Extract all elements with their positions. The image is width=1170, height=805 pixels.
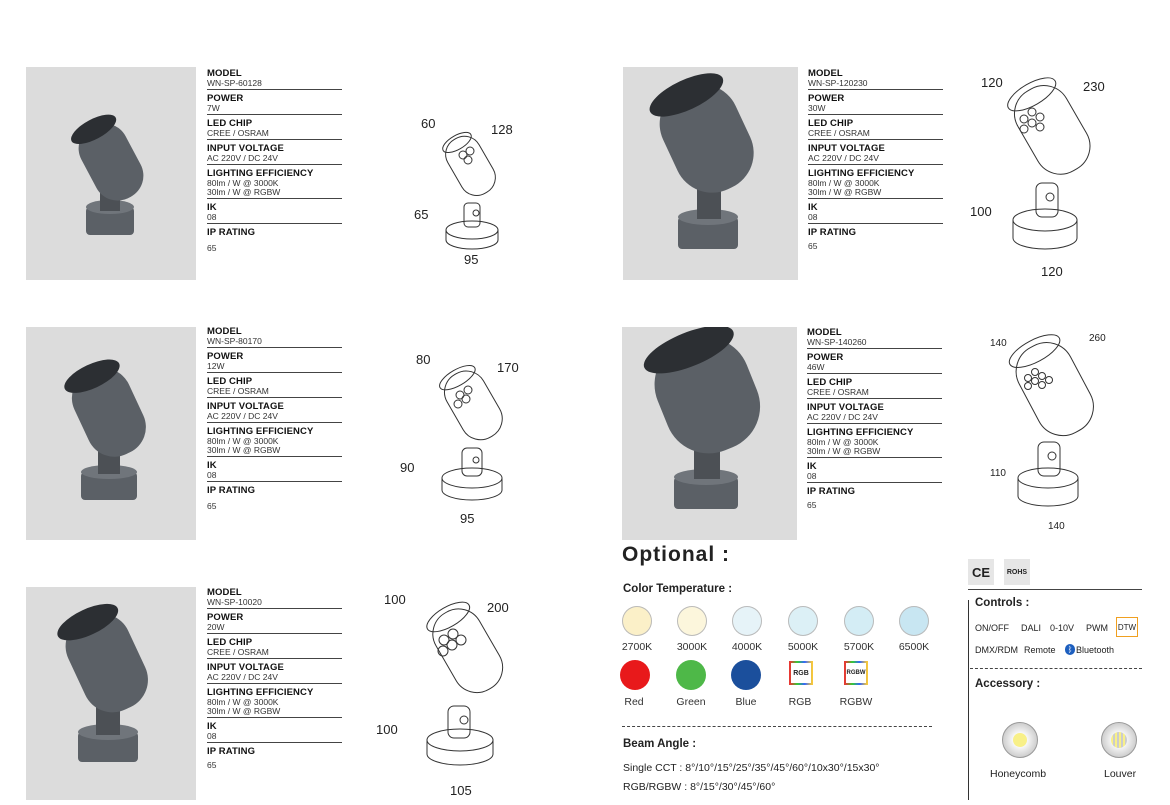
- voltage-label: INPUT VOLTAGE: [807, 402, 884, 413]
- rgb-icon: RGB: [789, 661, 813, 685]
- swatch-5000k: [788, 606, 818, 636]
- power-value: 20W: [207, 622, 225, 632]
- dim-label: 95: [460, 511, 475, 526]
- ik-value: 08: [807, 471, 817, 481]
- swatch-label: RGB: [788, 696, 812, 708]
- dim-label: 90: [400, 460, 415, 475]
- spec-sheet: [207, 588, 342, 775]
- swatch-label: Blue: [735, 696, 757, 708]
- dim-label: 170: [497, 360, 519, 375]
- control-option: DALI: [1021, 623, 1042, 633]
- controls-title: Controls :: [975, 597, 1030, 609]
- product-photo: [26, 327, 196, 540]
- model-value: WN-SP-80170: [207, 336, 262, 346]
- beam-rgb-rgbw: RGB/RGBW : 8°/15°/30°/45°/60°: [623, 781, 776, 793]
- accessory-title: Accessory :: [975, 678, 1041, 690]
- swatch-3000k: [677, 606, 707, 636]
- dimension-drawing: [1008, 330, 1108, 520]
- chip-label: LED CHIP: [207, 637, 253, 648]
- swatch-4000k: [732, 606, 762, 636]
- efficiency-label: LIGHTING EFFICIENCY: [807, 427, 914, 438]
- swatch-6500k: [899, 606, 929, 636]
- swatch-label: 2700K: [621, 641, 653, 653]
- efficiency-value: 80lm / W @ 3000K 30lm / W @ RGBW: [808, 178, 882, 197]
- control-option: ON/OFF: [975, 623, 1009, 633]
- ik-label: IK: [207, 721, 217, 732]
- model-label: MODEL: [808, 68, 843, 79]
- dim-label: 95: [464, 252, 479, 267]
- voltage-label: INPUT VOLTAGE: [207, 401, 284, 412]
- chip-label: LED CHIP: [207, 118, 253, 129]
- power-label: POWER: [808, 93, 845, 104]
- product-photo: [622, 327, 797, 540]
- chip-label: LED CHIP: [207, 376, 253, 387]
- product-photo: [623, 67, 798, 280]
- model-label: MODEL: [207, 326, 242, 337]
- ip-label: IP RATING: [207, 746, 256, 757]
- power-label: POWER: [807, 352, 844, 363]
- power-value: 7W: [207, 103, 220, 113]
- voltage-label: INPUT VOLTAGE: [808, 143, 885, 154]
- chip-value: CREE / OSRAM: [207, 386, 269, 396]
- power-value: 12W: [207, 361, 225, 371]
- chip-value: CREE / OSRAM: [808, 128, 870, 138]
- ce-badge: CE: [968, 559, 994, 585]
- color-temp-title: Color Temperature :: [623, 583, 733, 595]
- ik-label: IK: [207, 202, 217, 213]
- spec-sheet: [207, 69, 342, 258]
- ik-label: IK: [808, 202, 818, 213]
- chip-value: CREE / OSRAM: [207, 128, 269, 138]
- swatch-label: 5700K: [843, 641, 875, 653]
- dimension-drawing: [432, 360, 517, 510]
- power-label: POWER: [207, 612, 244, 623]
- divider: [968, 589, 1142, 590]
- swatch-red: [620, 660, 650, 690]
- voltage-value: AC 220V / DC 24V: [808, 153, 879, 163]
- dimension-drawing: [420, 600, 515, 780]
- louver-icon: [1101, 722, 1137, 758]
- ik-value: 08: [207, 731, 217, 741]
- model-value: WN-SP-10020: [207, 597, 262, 607]
- control-option: Bluetooth: [1076, 645, 1115, 655]
- swatch-label: Red: [624, 696, 644, 708]
- dimension-drawing: [430, 125, 510, 260]
- model-value: WN-SP-60128: [207, 78, 262, 88]
- power-value: 46W: [807, 362, 825, 372]
- ip-value: 65: [807, 500, 817, 510]
- chip-value: CREE / OSRAM: [207, 647, 269, 657]
- dim-label: 260: [1089, 333, 1106, 344]
- swatch-label: 3000K: [676, 641, 708, 653]
- ik-value: 08: [808, 212, 818, 222]
- dim-label: 100: [376, 722, 398, 737]
- control-option: DMX/RDM: [975, 645, 1018, 655]
- dim-label: 128: [491, 122, 513, 137]
- model-value: WN-SP-120230: [808, 78, 868, 88]
- product-photo: [26, 587, 196, 800]
- optional-title: Optional :: [622, 543, 730, 566]
- dimension-drawing: [1000, 75, 1100, 265]
- dim-label: 230: [1083, 79, 1105, 94]
- bluetooth-icon: ᛒ: [1065, 644, 1075, 655]
- rgbw-icon: RGBW: [844, 661, 868, 685]
- power-label: POWER: [207, 93, 244, 104]
- ip-value: 65: [207, 501, 217, 511]
- efficiency-value: 80lm / W @ 3000K 30lm / W @ RGBW: [207, 178, 281, 197]
- dim-label: 80: [416, 352, 431, 367]
- dtw-icon: DTW: [1116, 617, 1138, 637]
- efficiency-value: 80lm / W @ 3000K 30lm / W @ RGBW: [207, 697, 281, 716]
- accessory-label: Honeycomb: [990, 768, 1047, 780]
- power-label: POWER: [207, 351, 244, 362]
- accessory-label: Louver: [1104, 768, 1137, 780]
- model-label: MODEL: [807, 327, 842, 338]
- swatch-blue: [731, 660, 761, 690]
- ik-label: IK: [807, 461, 817, 472]
- ip-value: 65: [207, 760, 217, 770]
- chip-label: LED CHIP: [807, 377, 853, 388]
- swatch-5700k: [844, 606, 874, 636]
- rohs-badge: ROHS: [1004, 559, 1030, 585]
- divider: [622, 726, 932, 727]
- ik-value: 08: [207, 212, 217, 222]
- ip-label: IP RATING: [807, 486, 856, 497]
- voltage-value: AC 220V / DC 24V: [807, 412, 878, 422]
- efficiency-value: 80lm / W @ 3000K 30lm / W @ RGBW: [207, 436, 281, 455]
- dim-label: 110: [990, 468, 1006, 479]
- swatch-label: 5000K: [787, 641, 819, 653]
- dim-label: 120: [1041, 264, 1063, 279]
- swatch-label: Green: [676, 696, 706, 708]
- swatch-label: RGBW: [839, 696, 873, 708]
- voltage-value: AC 220V / DC 24V: [207, 672, 278, 682]
- dim-label: 200: [487, 600, 509, 615]
- product-photo: [26, 67, 196, 280]
- spec-sheet: [207, 327, 342, 516]
- spec-sheet: [807, 328, 942, 515]
- dim-label: 100: [970, 204, 992, 219]
- ip-value: 65: [207, 243, 217, 253]
- control-option: PWM: [1086, 623, 1108, 633]
- chip-label: LED CHIP: [808, 118, 854, 129]
- efficiency-label: LIGHTING EFFICIENCY: [207, 687, 314, 698]
- chip-value: CREE / OSRAM: [807, 387, 869, 397]
- dim-label: 65: [414, 207, 429, 222]
- voltage-label: INPUT VOLTAGE: [207, 662, 284, 673]
- ip-label: IP RATING: [207, 227, 256, 238]
- dim-label: 120: [981, 75, 1003, 90]
- model-label: MODEL: [207, 68, 242, 79]
- model-value: WN-SP-140260: [807, 337, 867, 347]
- power-value: 30W: [808, 103, 826, 113]
- efficiency-label: LIGHTING EFFICIENCY: [207, 168, 314, 179]
- dim-label: 140: [1048, 521, 1065, 532]
- honeycomb-icon: [1002, 722, 1038, 758]
- swatch-label: 4000K: [731, 641, 763, 653]
- efficiency-value: 80lm / W @ 3000K 30lm / W @ RGBW: [807, 437, 881, 456]
- control-option: 0-10V: [1050, 623, 1075, 633]
- ik-label: IK: [207, 460, 217, 471]
- beam-angle-title: Beam Angle :: [623, 738, 697, 750]
- voltage-value: AC 220V / DC 24V: [207, 411, 278, 421]
- vertical-rule: [968, 600, 969, 800]
- beam-single-cct: Single CCT : 8°/10°/15°/25°/35°/45°/60°/10x30°/15x30°: [623, 762, 880, 774]
- efficiency-label: LIGHTING EFFICIENCY: [207, 426, 314, 437]
- model-label: MODEL: [207, 587, 242, 598]
- dim-label: 140: [990, 338, 1007, 349]
- dim-label: 60: [421, 116, 436, 131]
- divider: [970, 668, 1142, 669]
- ip-label: IP RATING: [207, 485, 256, 496]
- dim-label: 100: [384, 592, 406, 607]
- dim-label: 105: [450, 783, 472, 798]
- spec-sheet: [808, 69, 943, 256]
- ik-value: 08: [207, 470, 217, 480]
- efficiency-label: LIGHTING EFFICIENCY: [808, 168, 915, 179]
- voltage-label: INPUT VOLTAGE: [207, 143, 284, 154]
- swatch-green: [676, 660, 706, 690]
- swatch-label: 6500K: [898, 641, 930, 653]
- ip-value: 65: [808, 241, 818, 251]
- voltage-value: AC 220V / DC 24V: [207, 153, 278, 163]
- ip-label: IP RATING: [808, 227, 857, 238]
- control-option: Remote: [1024, 645, 1056, 655]
- swatch-2700k: [622, 606, 652, 636]
